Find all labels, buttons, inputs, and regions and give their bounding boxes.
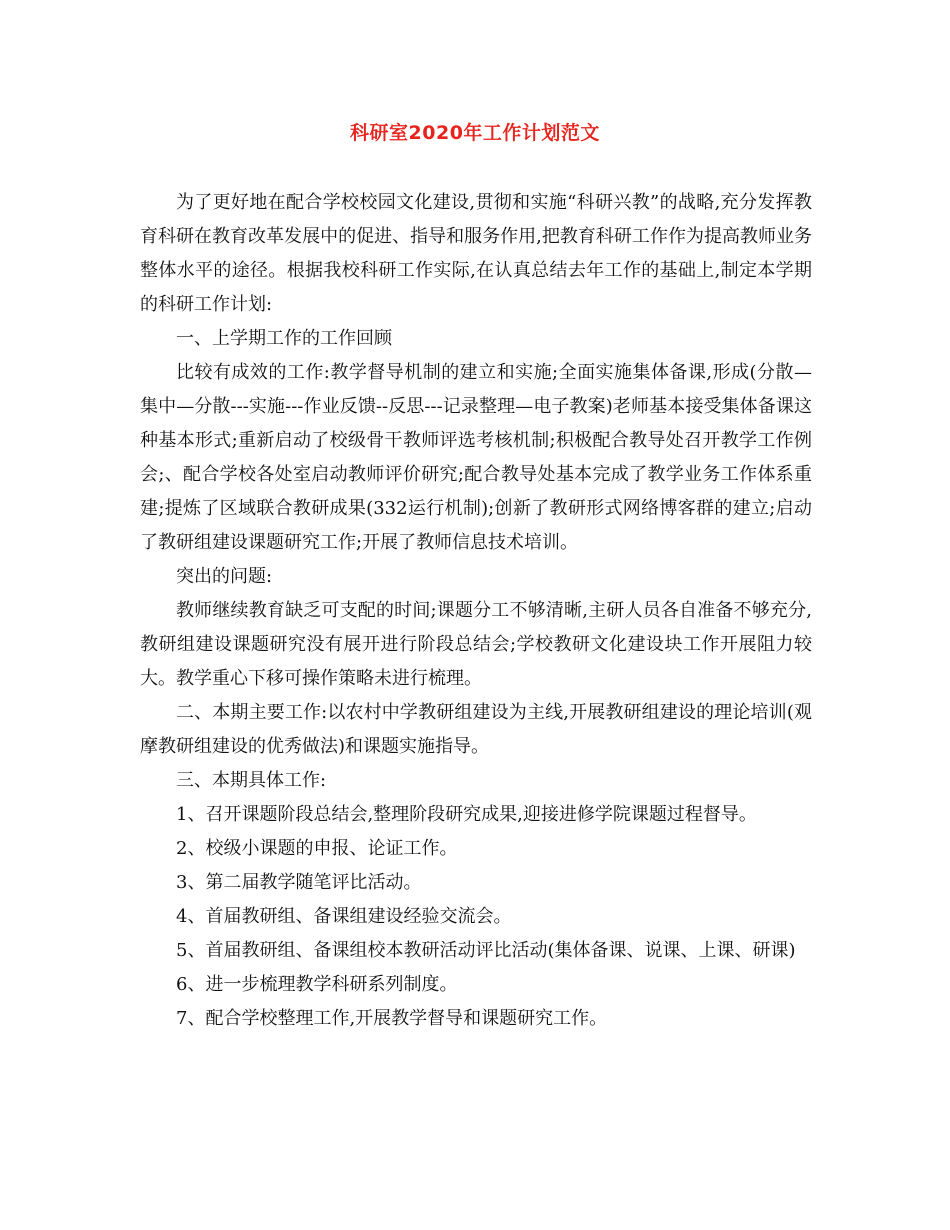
- list-item: 5、首届教研组、备课组校本教研活动评比活动(集体备课、说课、上课、研课): [176, 940, 796, 961]
- list-item: 3、第二届教学随笔评比活动。: [176, 872, 422, 893]
- list-item: 6、进一步梳理教学科研系列制度。: [176, 974, 458, 995]
- list-item: 1、召开课题阶段总结会,整理阶段研究成果,迎接进修学院课题过程督导。: [176, 804, 757, 825]
- section-specific-work: 三、本期具体工作:: [176, 770, 327, 791]
- document-body: [140, 186, 812, 1036]
- list-item: 2、校级小课题的申报、论证工作。: [176, 838, 458, 859]
- problems-paragraph: 教师继续教育缺乏可支配的时间;课题分工不够清晰,主研人员各自准备不够充分,教研组建设课题研究没有展开进行阶段总结会;学校教研文化建设块工作开展阻力较大。教学重心下移可操作策略未进行梳理。: [140, 600, 812, 689]
- list-item: 4、首届教研组、备课组建设经验交流会。: [176, 906, 512, 927]
- achievements-paragraph: 比较有成效的工作:教学督导机制的建立和实施;全面实施集体备课,形成(分散—集中—分散---实施---作业反馈--反思---记录整理—电子教案)老师基本接受集体备课这种基本形式;重新启动了校级骨干教师评选考核机制;积极配合教导处召开教学工作例会;、配合学校各处室启动教师评价研究;配合教导处基本完成了教学业务工作体系重建;提炼了区域联合教研成果(332运行机制);创新了教研形式网络博客群的建立;启动了教研组建设课题研究工作;开展了教师信息技术培训。: [140, 362, 813, 553]
- problems-heading: 突出的问题:: [176, 566, 273, 587]
- document-title: 科研室2020年工作计划范文: [350, 122, 600, 144]
- section-main-work: 二、本期主要工作:以农村中学教研组建设为主线,开展教研组建设的理论培训(观摩教研组建设的优秀做法)和课题实施指导。: [140, 702, 812, 757]
- section-heading-review: 一、上学期工作的工作回顾: [176, 328, 392, 349]
- intro-paragraph: 为了更好地在配合学校校园文化建设,贯彻和实施“科研兴教”的战略,充分发挥教育科研在教育改革发展中的促进、指导和服务作用,把教育科研工作作为提高教师业务整体水平的途径。根据我校科研工作实际,在认真总结去年工作的基础上,制定本学期的科研工作计划:: [140, 192, 812, 315]
- list-item: 7、配合学校整理工作,开展教学督导和课题研究工作。: [176, 1008, 608, 1029]
